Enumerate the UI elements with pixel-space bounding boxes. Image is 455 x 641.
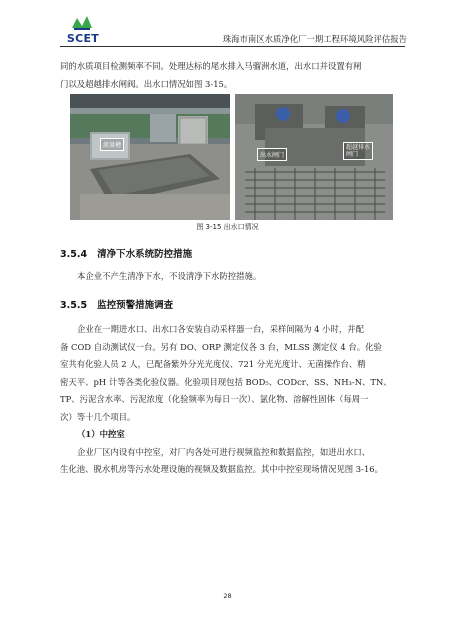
section-3-5-4-text bbox=[60, 268, 405, 286]
section-3-5-5-title: 监控预警措施调查 bbox=[97, 300, 174, 311]
monitoring-line-1: 企业在一期进水口、出水口各安装自动采样器一台，采样间隔为 4 小时，并配 bbox=[77, 324, 365, 334]
scet-logo bbox=[60, 12, 106, 46]
monitoring-line-6: 次）等十几个项目。 bbox=[60, 411, 136, 422]
section-3-5-5-paragraph bbox=[60, 321, 405, 479]
figure-3-15 bbox=[70, 94, 393, 220]
label-bypass-gate: 超越排水 闸门 bbox=[343, 142, 373, 160]
monitoring-line-5: TP、污泥含水率、污泥浓度（化验频率为每日一次）、氯化物、溶解性固体（每周一 bbox=[60, 394, 369, 404]
photo-outlet-gates bbox=[235, 94, 393, 220]
section-3-5-4-title: 清净下水系统防控措施 bbox=[97, 249, 193, 260]
section-3-5-5-number: 3.5.5 bbox=[60, 300, 88, 311]
control-room-line-2: 生化池、脱水机房等污水处理设施的视频及数据监控。其中中控室现场情况见图 3-16。 bbox=[60, 464, 383, 474]
header-title: 珠海市南区水质净化厂一期工程环境风险评估报告 bbox=[222, 34, 407, 44]
control-room-subheading: （1）中控室 bbox=[77, 429, 125, 439]
monitoring-line-3: 室共有化验人员 2 人，已配备紫外分光光度仪、721 分光光度计、无菌操作台、精 bbox=[60, 359, 366, 369]
scet-logo-mark-icon bbox=[70, 12, 94, 32]
intro-line-2: 门以及超越排水闸阀。出水口情况如图 3-15。 bbox=[60, 78, 233, 89]
photo-flow-channel bbox=[70, 94, 230, 220]
intro-paragraph bbox=[60, 58, 405, 93]
figure-caption: 图 3-15 出水口情况 bbox=[196, 223, 259, 231]
flow-channel-photo bbox=[70, 94, 230, 220]
section-3-5-5-heading bbox=[60, 297, 173, 311]
section-3-5-4-line: 本企业不产生清净下水，不设清净下水防控措施。 bbox=[77, 271, 262, 281]
intro-line-1: 同的水质项目检测频率不同。处理达标的尾水排入马骝洲水道，出水口并设置有闸 bbox=[60, 61, 362, 71]
page-number: 28 bbox=[223, 592, 232, 600]
monitoring-line-4: 密天平、pH 计等各类化验仪器。化验项目现包括 BOD₅、CODcr、SS、NH₃-N、TN、 bbox=[60, 376, 392, 387]
label-outlet-gate: 出水闸门 bbox=[257, 148, 287, 161]
header-divider bbox=[60, 46, 405, 47]
section-3-5-4-number: 3.5.4 bbox=[60, 249, 88, 260]
section-3-5-4-heading bbox=[60, 246, 192, 260]
label-flow-channel: 流量槽 bbox=[100, 138, 124, 151]
control-room-line-1: 企业厂区内设有中控室，对厂内各处可进行视频监控和数据监控，如进出水口、 bbox=[77, 446, 371, 457]
page-header bbox=[0, 0, 455, 50]
monitoring-line-2: 备 COD 自动测试仪一台。另有 DO、ORP 测定仪各 3 台，MLSS 测定仪 4 台。化验 bbox=[60, 341, 382, 352]
logo-text: SCET bbox=[66, 32, 100, 45]
